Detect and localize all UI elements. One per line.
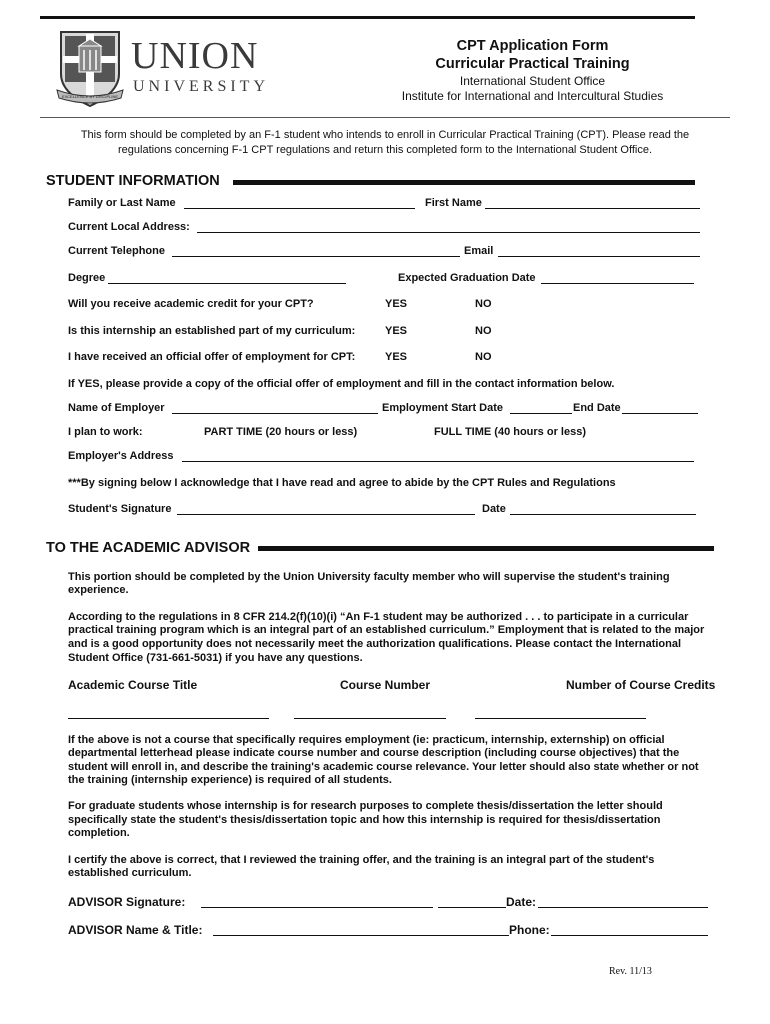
first-name-label: First Name (425, 197, 482, 209)
plan-to-work-label: I plan to work: (68, 426, 143, 438)
employer-address-field[interactable] (182, 461, 694, 462)
intro-line-1: This form should be completed by an F-1 student who intends to enroll in Curricular Practical Training (CPT). Please read the (80, 129, 690, 141)
advisor-date-label: Date: (506, 895, 537, 909)
q3-yes-option[interactable]: YES (385, 351, 408, 363)
student-signature-field[interactable] (177, 514, 475, 515)
advisor-name-title-field[interactable] (213, 935, 509, 936)
logo-name-union: UNION (131, 35, 259, 77)
if-yes-instructions: If YES, please provide a copy of the official offer of employment and fill in the contact information below. (68, 378, 615, 390)
advisor-name-title-label: ADVISOR Name & Title: (68, 923, 203, 937)
course-credits-field[interactable] (475, 718, 646, 719)
academic-advisor-heading: TO THE ACADEMIC ADVISOR (46, 540, 251, 556)
advisor-p4-line3: completion. (68, 827, 130, 839)
institute-name: Institute for International and Intercultural Studies (401, 89, 664, 103)
employer-address-label: Employer's Address (68, 450, 174, 462)
intro-line-2: regulations concerning F-1 CPT regulations and return this completed form to the International Student Office. (118, 144, 652, 156)
advisor-signature-label: ADVISOR Signature: (68, 895, 186, 909)
logo-name-university: UNIVERSITY (133, 78, 269, 95)
advisor-p2-line1: According to the regulations in 8 CFR 214.2(f)(10)(i) “An F-1 student may be authorized . . . to participate in a curricular (68, 611, 689, 623)
part-time-option[interactable]: PART TIME (20 hours or less) (204, 426, 358, 438)
graduation-date-field[interactable] (541, 283, 694, 284)
graduation-date-label: Expected Graduation Date (398, 272, 536, 284)
start-date-field[interactable] (510, 413, 572, 414)
office-name: International Student Office (459, 74, 606, 88)
acknowledgement-text: ***By signing below I acknowledge that I have read and agree to abide by the CPT Rules and Regulations (68, 477, 616, 489)
student-signature-label: Student's Signature (68, 503, 172, 515)
advisor-date-prefix-field[interactable] (438, 907, 506, 908)
local-address-field[interactable] (197, 232, 700, 233)
employer-name-label: Name of Employer (68, 402, 165, 414)
course-title-field[interactable] (68, 718, 269, 719)
local-address-label: Current Local Address: (68, 221, 190, 233)
form-subtitle: Curricular Practical Training (435, 56, 630, 72)
degree-label: Degree (68, 272, 106, 284)
first-name-field[interactable] (485, 208, 700, 209)
course-title-header: Academic Course Title (68, 678, 198, 692)
q3-no-option[interactable]: NO (475, 351, 492, 363)
union-university-logo (55, 28, 295, 108)
student-date-label: Date (482, 503, 506, 515)
full-time-option[interactable]: FULL TIME (40 hours or less) (434, 426, 586, 438)
header-divider (40, 117, 730, 118)
family-name-label: Family or Last Name (68, 197, 176, 209)
advisor-p3-line1: If the above is not a course that specifically requires employment (ie: practicum, internship, externship) on official (68, 734, 665, 746)
advisor-p1-line1: This portion should be completed by the Union University faculty member who will supervise the student's training (68, 571, 670, 583)
q1-yes-option[interactable]: YES (385, 298, 408, 310)
advisor-p4-line1: For graduate students whose internship is for research purposes to complete thesis/dissertation the letter should (68, 800, 663, 812)
q2-yes-option[interactable]: YES (385, 325, 408, 337)
q1-no-option[interactable]: NO (475, 298, 492, 310)
advisor-p2-line4: Student Office (731-661-5031) if you have any questions. (68, 652, 363, 664)
advisor-p3-line3: student will enroll in, and describe the training's academic course relevance. Your letter should also state whether or not (68, 761, 699, 773)
email-field[interactable] (498, 256, 700, 257)
telephone-field[interactable] (172, 256, 460, 257)
email-label: Email (464, 245, 494, 257)
advisor-p2-line2: practical training program which is an integral part of an established curriculum.” Employment that is related to the major (68, 624, 705, 636)
telephone-label: Current Telephone (68, 245, 165, 257)
advisor-section-bar (258, 546, 714, 551)
student-information-heading: STUDENT INFORMATION (46, 173, 220, 189)
course-number-field[interactable] (294, 718, 446, 719)
advisor-phone-label: Phone: (509, 923, 550, 937)
question-offer: I have received an official offer of employment for CPT: (68, 351, 356, 363)
advisor-p1-line2: experience. (68, 584, 129, 596)
employer-name-field[interactable] (172, 413, 378, 414)
end-date-field[interactable] (622, 413, 698, 414)
degree-field[interactable] (108, 283, 346, 284)
logo-ribbon-text: EXCELLENCE BY DISCIPLINE (61, 94, 119, 99)
student-section-bar (233, 180, 695, 185)
advisor-p5-line1: I certify the above is correct, that I reviewed the training offer, and the training is an integral part of the student's (68, 854, 655, 866)
question-academic-credit: Will you receive academic credit for your CPT? (68, 298, 314, 310)
course-number-header: Course Number (340, 678, 431, 692)
advisor-date-field[interactable] (538, 907, 708, 908)
course-credits-header: Number of Course Credits (566, 678, 716, 692)
q2-no-option[interactable]: NO (475, 325, 492, 337)
student-date-field[interactable] (510, 514, 696, 515)
advisor-p3-line2: departmental letterhead please indicate course number and course description (including course objectives) that the (68, 747, 680, 759)
form-title: CPT Application Form (456, 38, 609, 54)
advisor-phone-field[interactable] (551, 935, 708, 936)
family-name-field[interactable] (184, 208, 415, 209)
advisor-p4-line2: specifically state the student's thesis/dissertation topic and how this internship is required for thesis/dissertation (68, 814, 661, 826)
revision-note: Rev. 11/13 (609, 966, 652, 977)
advisor-signature-field[interactable] (201, 907, 433, 908)
advisor-p5-line2: established curriculum. (68, 867, 192, 879)
advisor-p2-line3: and is a good opportunity does not necessarily meet the authorization qualifications. Please contact the International (68, 638, 682, 650)
question-curriculum: Is this internship an established part of my curriculum: (68, 325, 356, 337)
start-date-label: Employment Start Date (382, 402, 504, 414)
advisor-p3-line4: the training (internship experience) is required of all students. (68, 774, 392, 786)
top-rule (40, 16, 695, 19)
end-date-label: End Date (573, 402, 621, 414)
